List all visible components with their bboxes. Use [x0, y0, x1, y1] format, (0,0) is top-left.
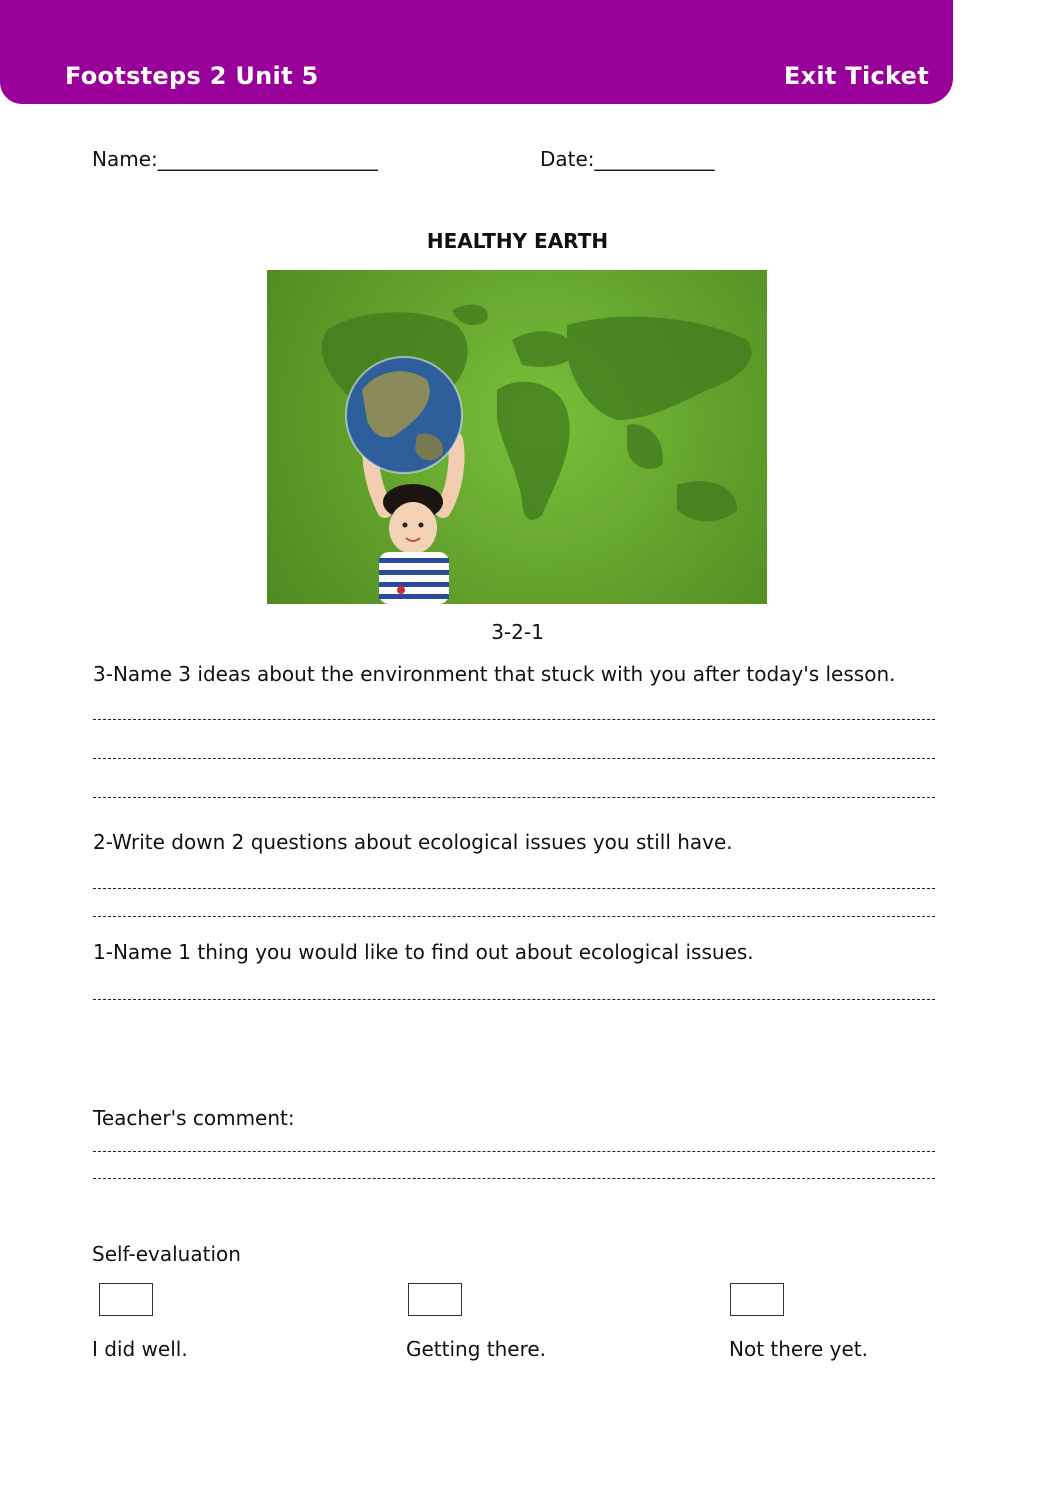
comment-line[interactable]	[93, 1151, 935, 1152]
comment-line[interactable]	[93, 1178, 935, 1179]
checkbox-did-well[interactable]	[99, 1283, 153, 1316]
checkbox-getting-there[interactable]	[408, 1283, 462, 1316]
answer-line[interactable]	[93, 719, 935, 720]
option-did-well: I did well.	[92, 1337, 188, 1361]
earth-child-illustration	[267, 270, 767, 604]
worksheet-title: HEALTHY EARTH	[426, 229, 609, 253]
answer-line[interactable]	[93, 797, 935, 798]
date-field[interactable]: Date:____________	[540, 147, 715, 171]
name-field[interactable]: Name:______________________	[92, 147, 378, 171]
question-1: 1-Name 1 thing you would like to find out about ecological issues.	[93, 940, 754, 964]
self-evaluation-label: Self-evaluation	[92, 1242, 241, 1266]
option-not-there-yet: Not there yet.	[729, 1337, 869, 1361]
answer-line[interactable]	[93, 888, 935, 889]
answer-line[interactable]	[93, 758, 935, 759]
teacher-comment-label: Teacher's comment:	[93, 1106, 295, 1130]
document-type: Exit Ticket	[783, 62, 929, 90]
unit-title: Footsteps 2 Unit 5	[65, 62, 319, 90]
header-banner	[0, 0, 953, 104]
answer-line[interactable]	[93, 916, 935, 917]
question-2: 2-Write down 2 questions about ecological issues you still have.	[93, 830, 733, 854]
section-caption: 3-2-1	[491, 620, 544, 644]
question-3: 3-Name 3 ideas about the environment that stuck with you after today's lesson.	[93, 662, 896, 686]
checkbox-not-there-yet[interactable]	[730, 1283, 784, 1316]
answer-line[interactable]	[93, 999, 935, 1000]
option-getting-there: Getting there.	[406, 1337, 547, 1361]
earth-child-photo	[267, 270, 767, 604]
